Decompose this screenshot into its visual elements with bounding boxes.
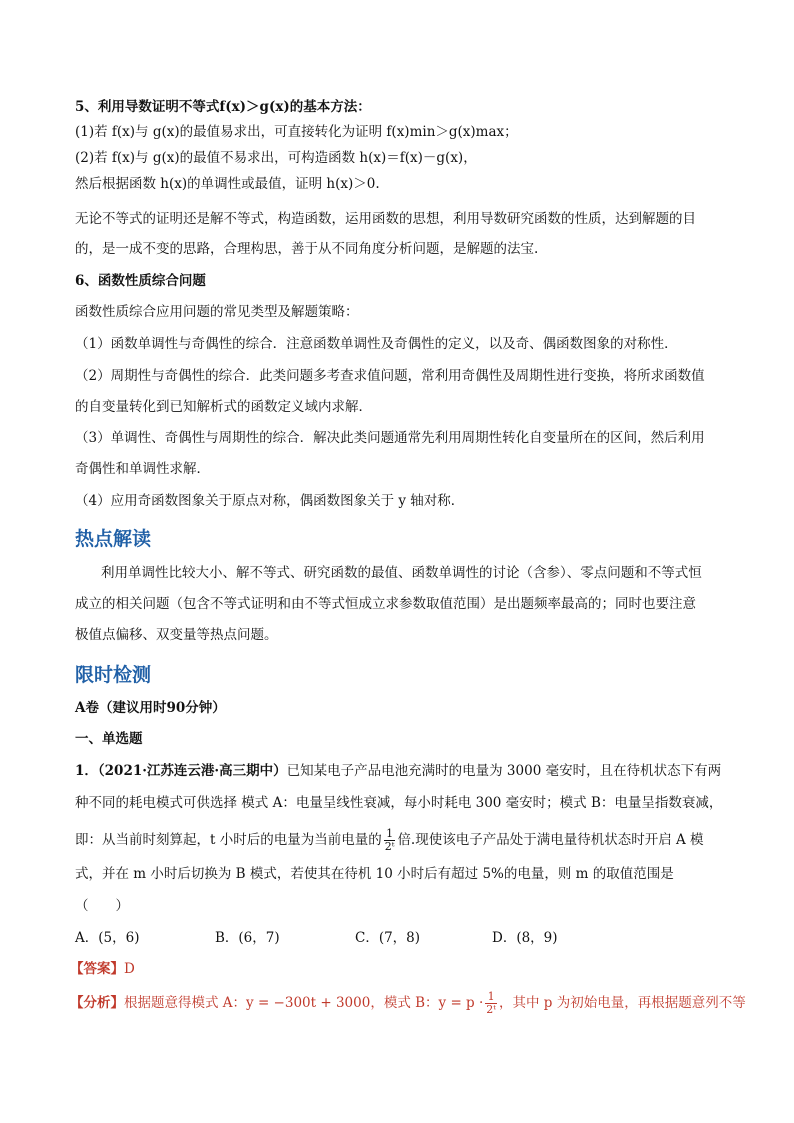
- hot-topics-heading: 热点解读: [75, 528, 152, 550]
- analysis-text-part: 根据题意得模式 A：y = −300t + 3000，模式 B：y = p ·: [124, 995, 484, 1011]
- fraction-denominator: 2ᵗ: [486, 1003, 496, 1016]
- option-c[interactable]: C．(7，8): [355, 930, 421, 946]
- section6-item4: （4）应用奇函数图象关于原点对称，偶函数图象关于 y 轴对称．: [75, 493, 465, 509]
- section6-item3-line1: （3）单调性、奇偶性与周期性的综合．解决此类问题通常先利用周期性转化自变量所在的区间，然后利用: [75, 430, 705, 446]
- section6-item2-line1: （2）周期性与奇偶性的综合．此类问题多考查求值问题，常利用奇偶性及周期性进行变换，将所求函数值: [75, 368, 705, 384]
- fraction-numerator: 1: [485, 991, 497, 1004]
- answer-line: [70, 960, 135, 978]
- option-a[interactable]: A．(5，6): [75, 930, 140, 946]
- section6-item1: （1）函数单调性与奇偶性的综合．注意函数单调性及奇偶性的定义，以及奇、偶函数图象的对称性．: [75, 336, 678, 352]
- section6-intro: 函数性质综合应用问题的常见类型及解题策略：: [75, 304, 359, 320]
- section5-line1: (1)若 f(x)与 g(x)的最值易求出，可直接转化为证明 f(x)min＞g(x)max；: [75, 124, 518, 140]
- test-heading: 限时检测: [75, 664, 152, 686]
- analysis-label: 【分析】: [70, 995, 124, 1011]
- hot-para-line1: 利用单调性比较大小、解不等式、研究函数的最值、函数单调性的讨论（含参）、零点问题和不等式恒: [101, 565, 702, 581]
- hot-para-line2: 成立的相关问题（包含不等式证明和由不等式恒成立求参数取值范围）是出题频率最高的；同时也要注意: [75, 596, 696, 612]
- question-number: 1．: [75, 763, 98, 779]
- fraction-numerator: 1: [384, 828, 396, 841]
- question1-line2: 种不同的耗电模式可供选择 模式 A：电量呈线性衰减，每小时耗电 300 毫安时；模式 B：电量呈指数衰减，: [75, 795, 723, 811]
- volume-label: A卷（建议用时90分钟）: [75, 700, 226, 716]
- section5-para-line2: 的，是一成不变的思路，合理构思，善于从不同角度分析问题，是解题的法宝.: [75, 241, 539, 257]
- question-text: 已知某电子产品电池充满时的电量为 3000 毫安时，且在待机状态下有两: [286, 763, 722, 779]
- fraction-denominator: 2ᵗ: [384, 840, 395, 853]
- option-d[interactable]: D．(8，9): [492, 930, 558, 946]
- question1-line3: [75, 825, 704, 855]
- question-text-part: 即：从当前时刻算起，t 小时后的电量为当前电量的: [75, 832, 382, 848]
- section6-item2-line2: 的自变量转化到已知解析式的函数定义域内求解．: [75, 399, 372, 415]
- answer-label: 【答案】: [70, 961, 124, 977]
- part-label: 一、单选题: [75, 731, 143, 747]
- analysis-fraction: [485, 991, 497, 1016]
- section5-para-line1: 无论不等式的证明还是解不等式，构造函数，运用函数的思想，利用导数研究函数的性质，达到解题的目: [75, 211, 696, 227]
- answer-value: D: [124, 961, 135, 977]
- analysis-line: [70, 988, 746, 1018]
- question1-line1: [75, 762, 721, 780]
- section6-item3-line2: 奇偶性和单调性求解．: [75, 461, 210, 477]
- question-text-part: 倍.现使该电子产品处于满电量待机状态时开启 A 模: [397, 832, 704, 848]
- section5-title: 5、利用导数证明不等式f(x)＞g(x)的基本方法：: [75, 99, 371, 115]
- section5-line3: 然后根据函数 h(x)的单调性或最值，证明 h(x)＞0.: [75, 176, 380, 192]
- question1-blank: （ ）: [75, 898, 129, 914]
- hot-para-line3: 极值点偏移、双变量等热点问题。: [75, 627, 278, 643]
- fraction: [384, 828, 396, 853]
- section6-title: 6、函数性质综合问题: [75, 273, 206, 289]
- analysis-text-part: ，其中 p 为初始电量，再根据题意列不等: [499, 995, 746, 1011]
- section5-line2: (2)若 f(x)与 g(x)的最值不易求出，可构造函数 h(x)＝f(x)－g(x)，: [75, 150, 477, 166]
- question-source: （2021·江苏连云港·高三期中）: [97, 763, 287, 779]
- options-row: [75, 929, 558, 947]
- question1-line4: 式，并在 m 小时后切换为 B 模式，若使其在待机 10 小时后有超过 5%的电量，则 m 的取值范围是: [75, 866, 674, 882]
- option-b[interactable]: B．(6，7): [215, 930, 280, 946]
